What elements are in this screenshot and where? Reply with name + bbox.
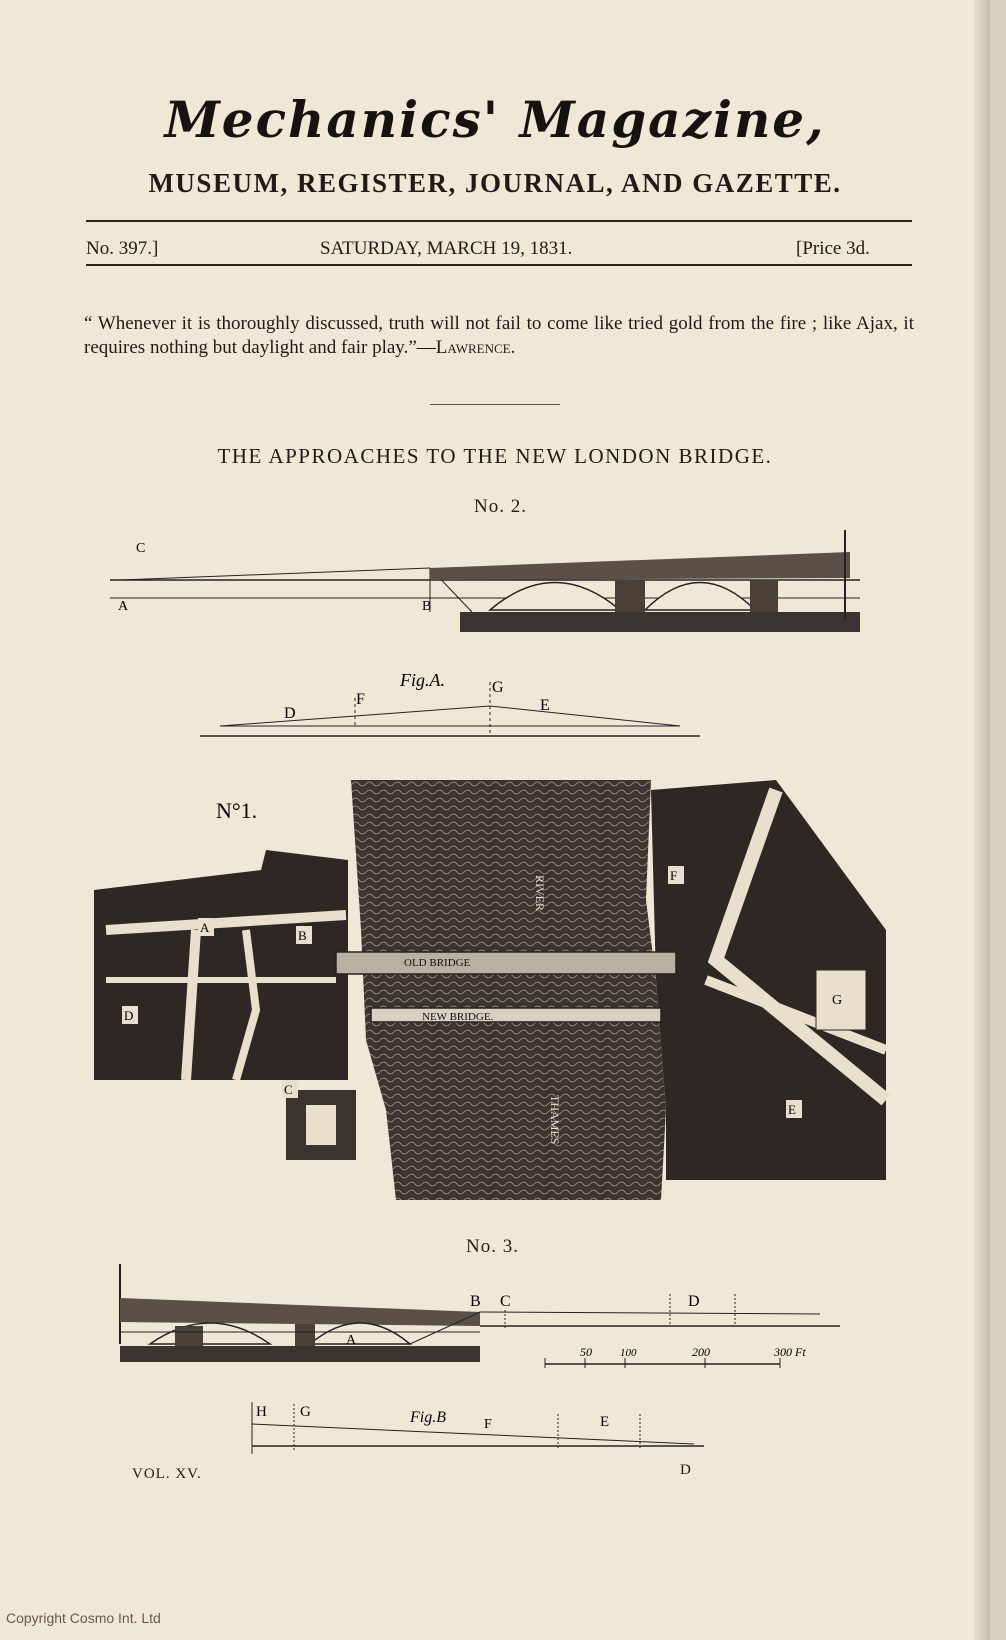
volume-number: VOL. XV.: [132, 1466, 202, 1482]
svg-text:D: D: [124, 1008, 134, 1023]
svg-text:D: D: [688, 1293, 700, 1310]
svg-text:B: B: [470, 1293, 481, 1310]
figure-no3-elevation: [110, 1264, 890, 1394]
svg-text:C: C: [500, 1293, 511, 1310]
section-divider: [430, 404, 560, 405]
svg-text:H: H: [256, 1404, 267, 1420]
svg-text:NEW BRIDGE.: NEW BRIDGE.: [422, 1011, 494, 1023]
svg-text:E: E: [600, 1414, 610, 1430]
svg-text:C: C: [284, 1082, 293, 1097]
svg-text:50: 50: [580, 1345, 592, 1359]
epigraph-author: Lawrence.: [435, 337, 516, 358]
svg-text:E: E: [540, 697, 550, 714]
issue-price: [Price 3d.: [796, 238, 870, 259]
header-rule-bottom: [86, 264, 912, 266]
svg-text:F: F: [670, 868, 678, 883]
svg-text:E: E: [788, 1102, 796, 1117]
figure-no1-caption: N°1.: [216, 798, 258, 823]
svg-text:200: 200: [692, 1345, 710, 1359]
header-rule-top: [86, 220, 912, 222]
masthead-title: Mechanics' Magazine,: [164, 90, 826, 149]
svg-text:THAMES: THAMES: [548, 1095, 562, 1145]
figure-no3-caption: No. 3.: [466, 1236, 519, 1257]
svg-text:OLD BRIDGE: OLD BRIDGE: [404, 957, 471, 969]
article-title: THE APPROACHES TO THE NEW LONDON BRIDGE.: [217, 444, 773, 468]
issue-date: SATURDAY, MARCH 19, 1831.: [320, 238, 573, 259]
issue-number: No. 397.]: [86, 238, 159, 259]
svg-text:300 Ft: 300 Ft: [774, 1345, 806, 1359]
figure-no2-caption: No. 2.: [474, 496, 527, 517]
svg-text:F: F: [484, 1417, 492, 1432]
figure-a-diagram: [200, 668, 700, 748]
svg-text:C: C: [136, 541, 146, 556]
svg-text:G: G: [832, 993, 843, 1008]
figure-no2-elevation: [100, 530, 880, 650]
svg-text:Fig.B: Fig.B: [410, 1409, 446, 1426]
svg-text:A: A: [200, 920, 210, 935]
figure-no1-plan: [86, 780, 896, 1210]
svg-text:Fig.A.: Fig.A.: [400, 670, 445, 690]
figure-b-diagram: [244, 1394, 714, 1464]
svg-text:G: G: [300, 1404, 311, 1420]
svg-text:B: B: [422, 599, 432, 614]
copyright-notice: Copyright Cosmo Int. Ltd: [6, 1610, 161, 1626]
svg-text:F: F: [356, 691, 365, 708]
epigraph-text: “ Whenever it is thoroughly discussed, truth will not fail to come like tried gold from the fire ; like Ajax, it requires nothing but daylight and fair play.”—: [84, 313, 914, 358]
svg-text:G: G: [492, 679, 504, 696]
epigraph: [84, 312, 914, 360]
svg-text:D: D: [284, 705, 296, 722]
svg-text:B: B: [298, 928, 307, 943]
svg-text:A: A: [346, 1333, 357, 1348]
signature-mark: D: [680, 1462, 692, 1478]
svg-text:A: A: [118, 599, 129, 614]
svg-text:RIVER: RIVER: [533, 875, 547, 911]
svg-text:100: 100: [620, 1347, 637, 1359]
masthead-subtitle: MUSEUM, REGISTER, JOURNAL, AND GAZETTE.: [148, 168, 842, 198]
